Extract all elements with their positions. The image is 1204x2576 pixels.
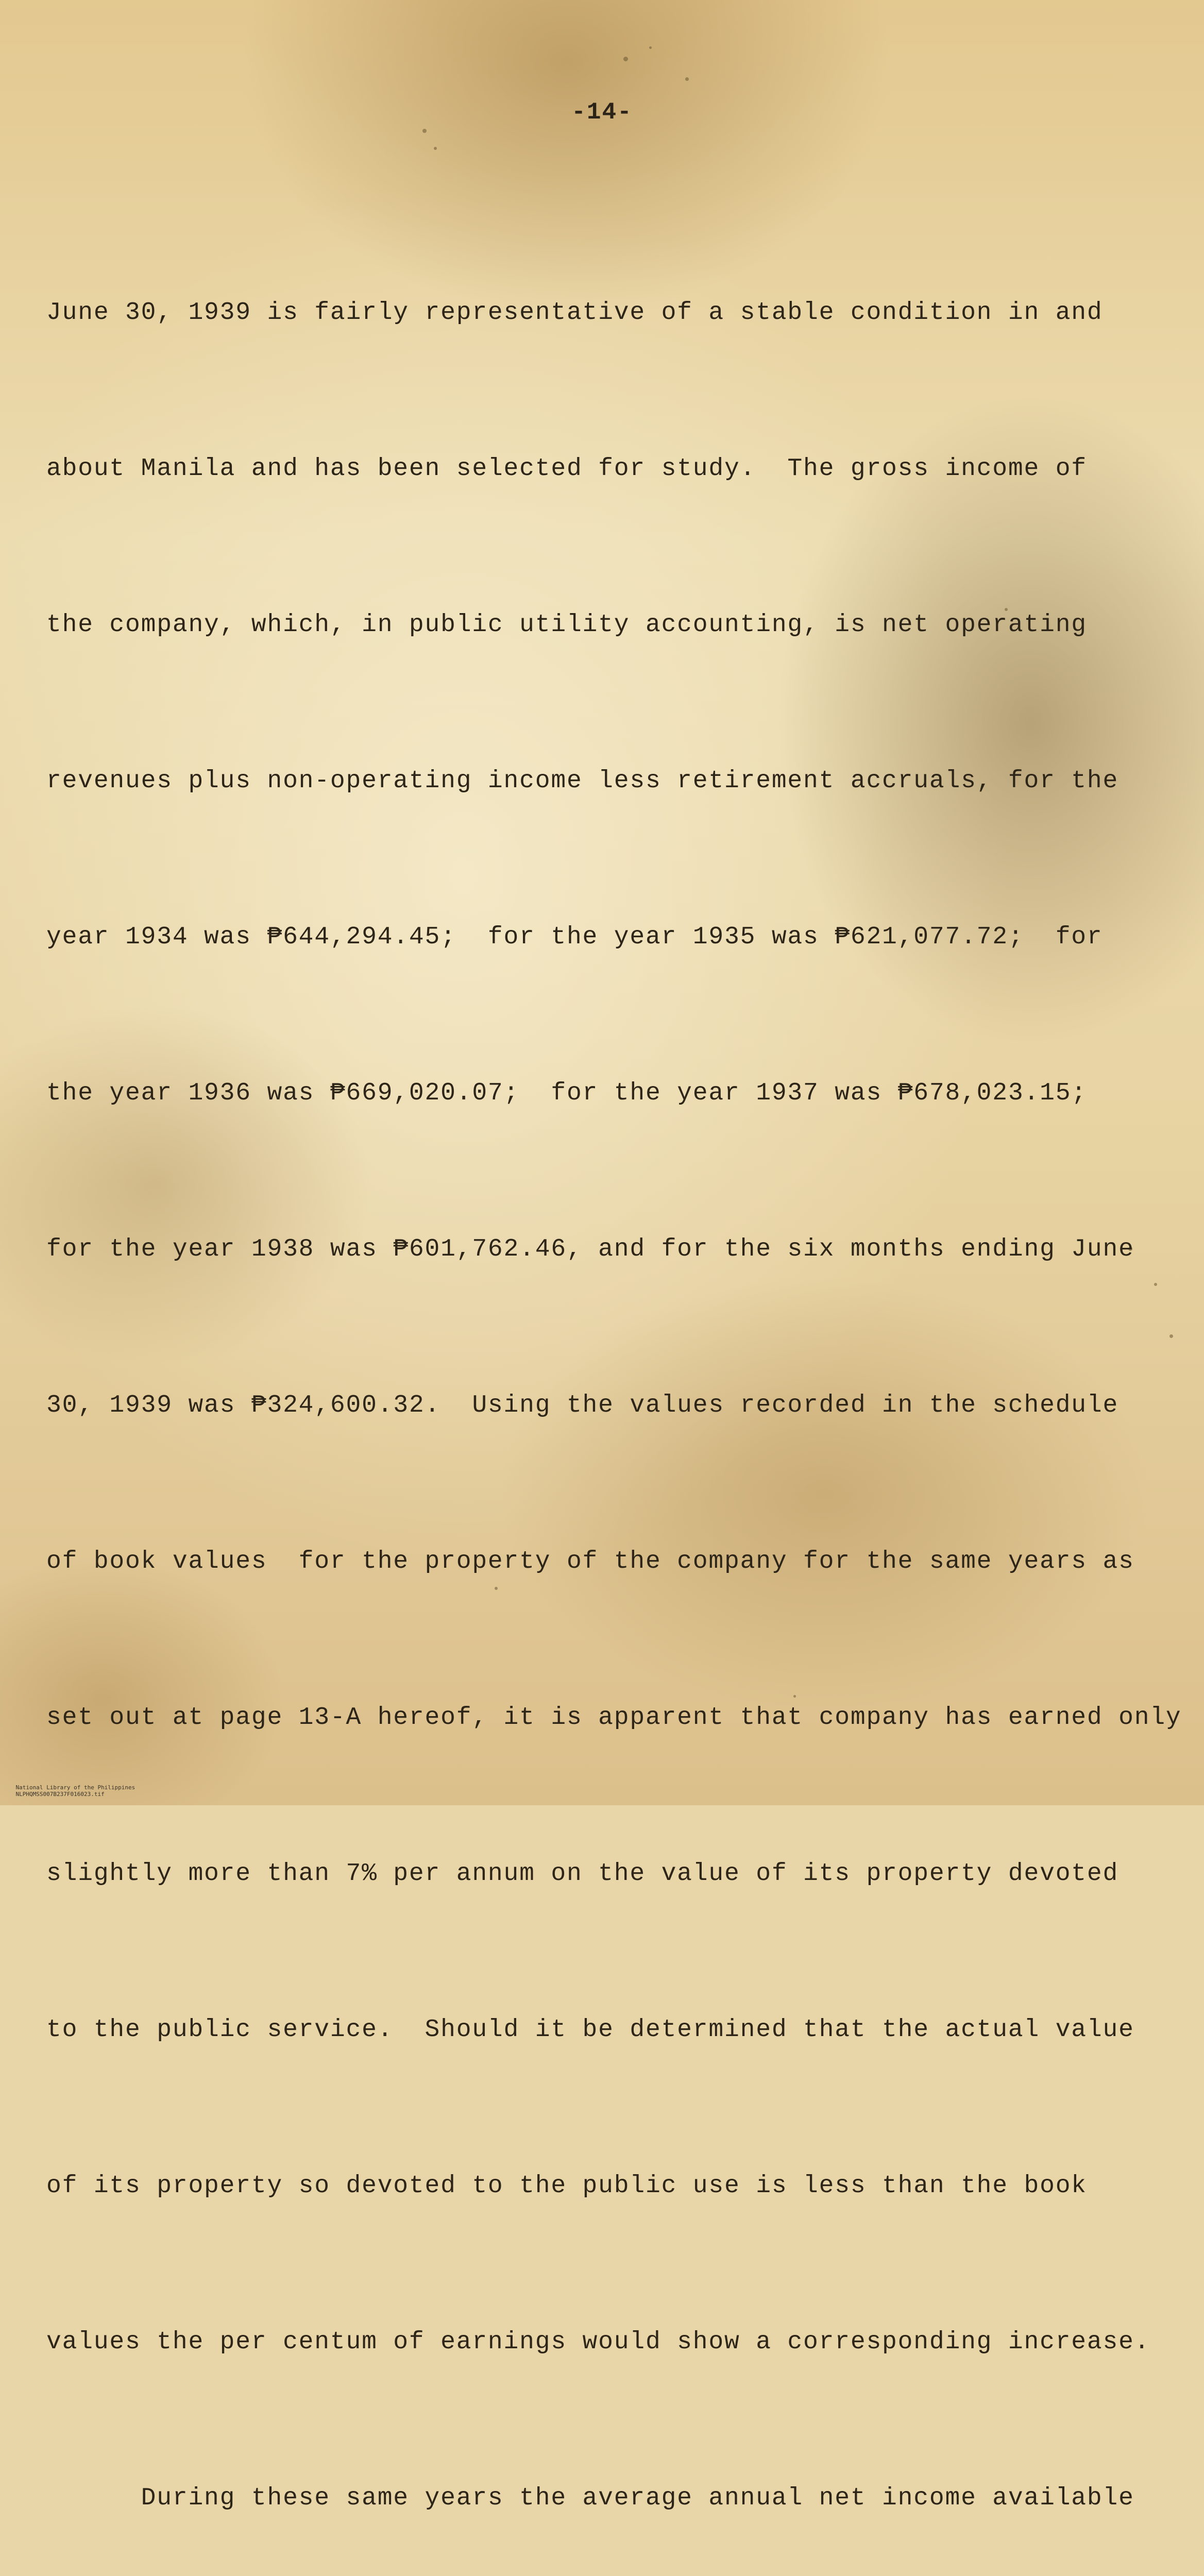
ink-spot	[422, 129, 427, 133]
text-line: set out at page 13-A hereof, it is apparent that company has earned only	[46, 1704, 1182, 1732]
text-line: values the per centum of earnings would show a corresponding increase.	[46, 2328, 1150, 2356]
text-line: the company, which, in public utility accounting, is net operating	[46, 611, 1087, 639]
ink-spot	[623, 57, 628, 61]
text-line: During these same years the average annual net income available	[46, 2484, 1134, 2512]
text-line: the year 1936 was ₱669,020.07; for the year 1937 was ₱678,023.15;	[46, 1079, 1087, 1107]
text-line: of its property so devoted to the public use is less than the book	[46, 2172, 1087, 2200]
text-line: year 1934 was ₱644,294.45; for the year 1935 was ₱621,077.72; for	[46, 923, 1103, 951]
text-line: 30, 1939 was ₱324,600.32. Using the values recorded in the schedule	[46, 1392, 1119, 1419]
ink-spot	[685, 77, 689, 81]
text-line: revenues plus non-operating income less retirement accruals, for the	[46, 767, 1119, 795]
text-line: June 30, 1939 is fairly representative of a stable condition in and	[46, 299, 1103, 327]
text-line: for the year 1938 was ₱601,762.46, and for the six months ending June	[46, 1235, 1134, 1263]
text-line: about Manila and has been selected for study. The gross income of	[46, 455, 1087, 483]
scan-footer	[2, 1777, 171, 1804]
footer-file: NLPHQMSS007B237F016023.tif	[15, 1791, 105, 1798]
footer-library: National Library of the Philippines	[15, 1784, 135, 1791]
ink-spot	[434, 147, 437, 150]
text-line: slightly more than 7% per annum on the value of its property devoted	[46, 1860, 1119, 1888]
ink-spot	[649, 46, 652, 49]
page-number: -14-	[571, 99, 633, 126]
text-line: to the public service. Should it be determined that the actual value	[46, 2016, 1134, 2044]
text-line: of book values for the property of the company for the same years as	[46, 1548, 1134, 1575]
body-text	[46, 183, 1180, 2576]
